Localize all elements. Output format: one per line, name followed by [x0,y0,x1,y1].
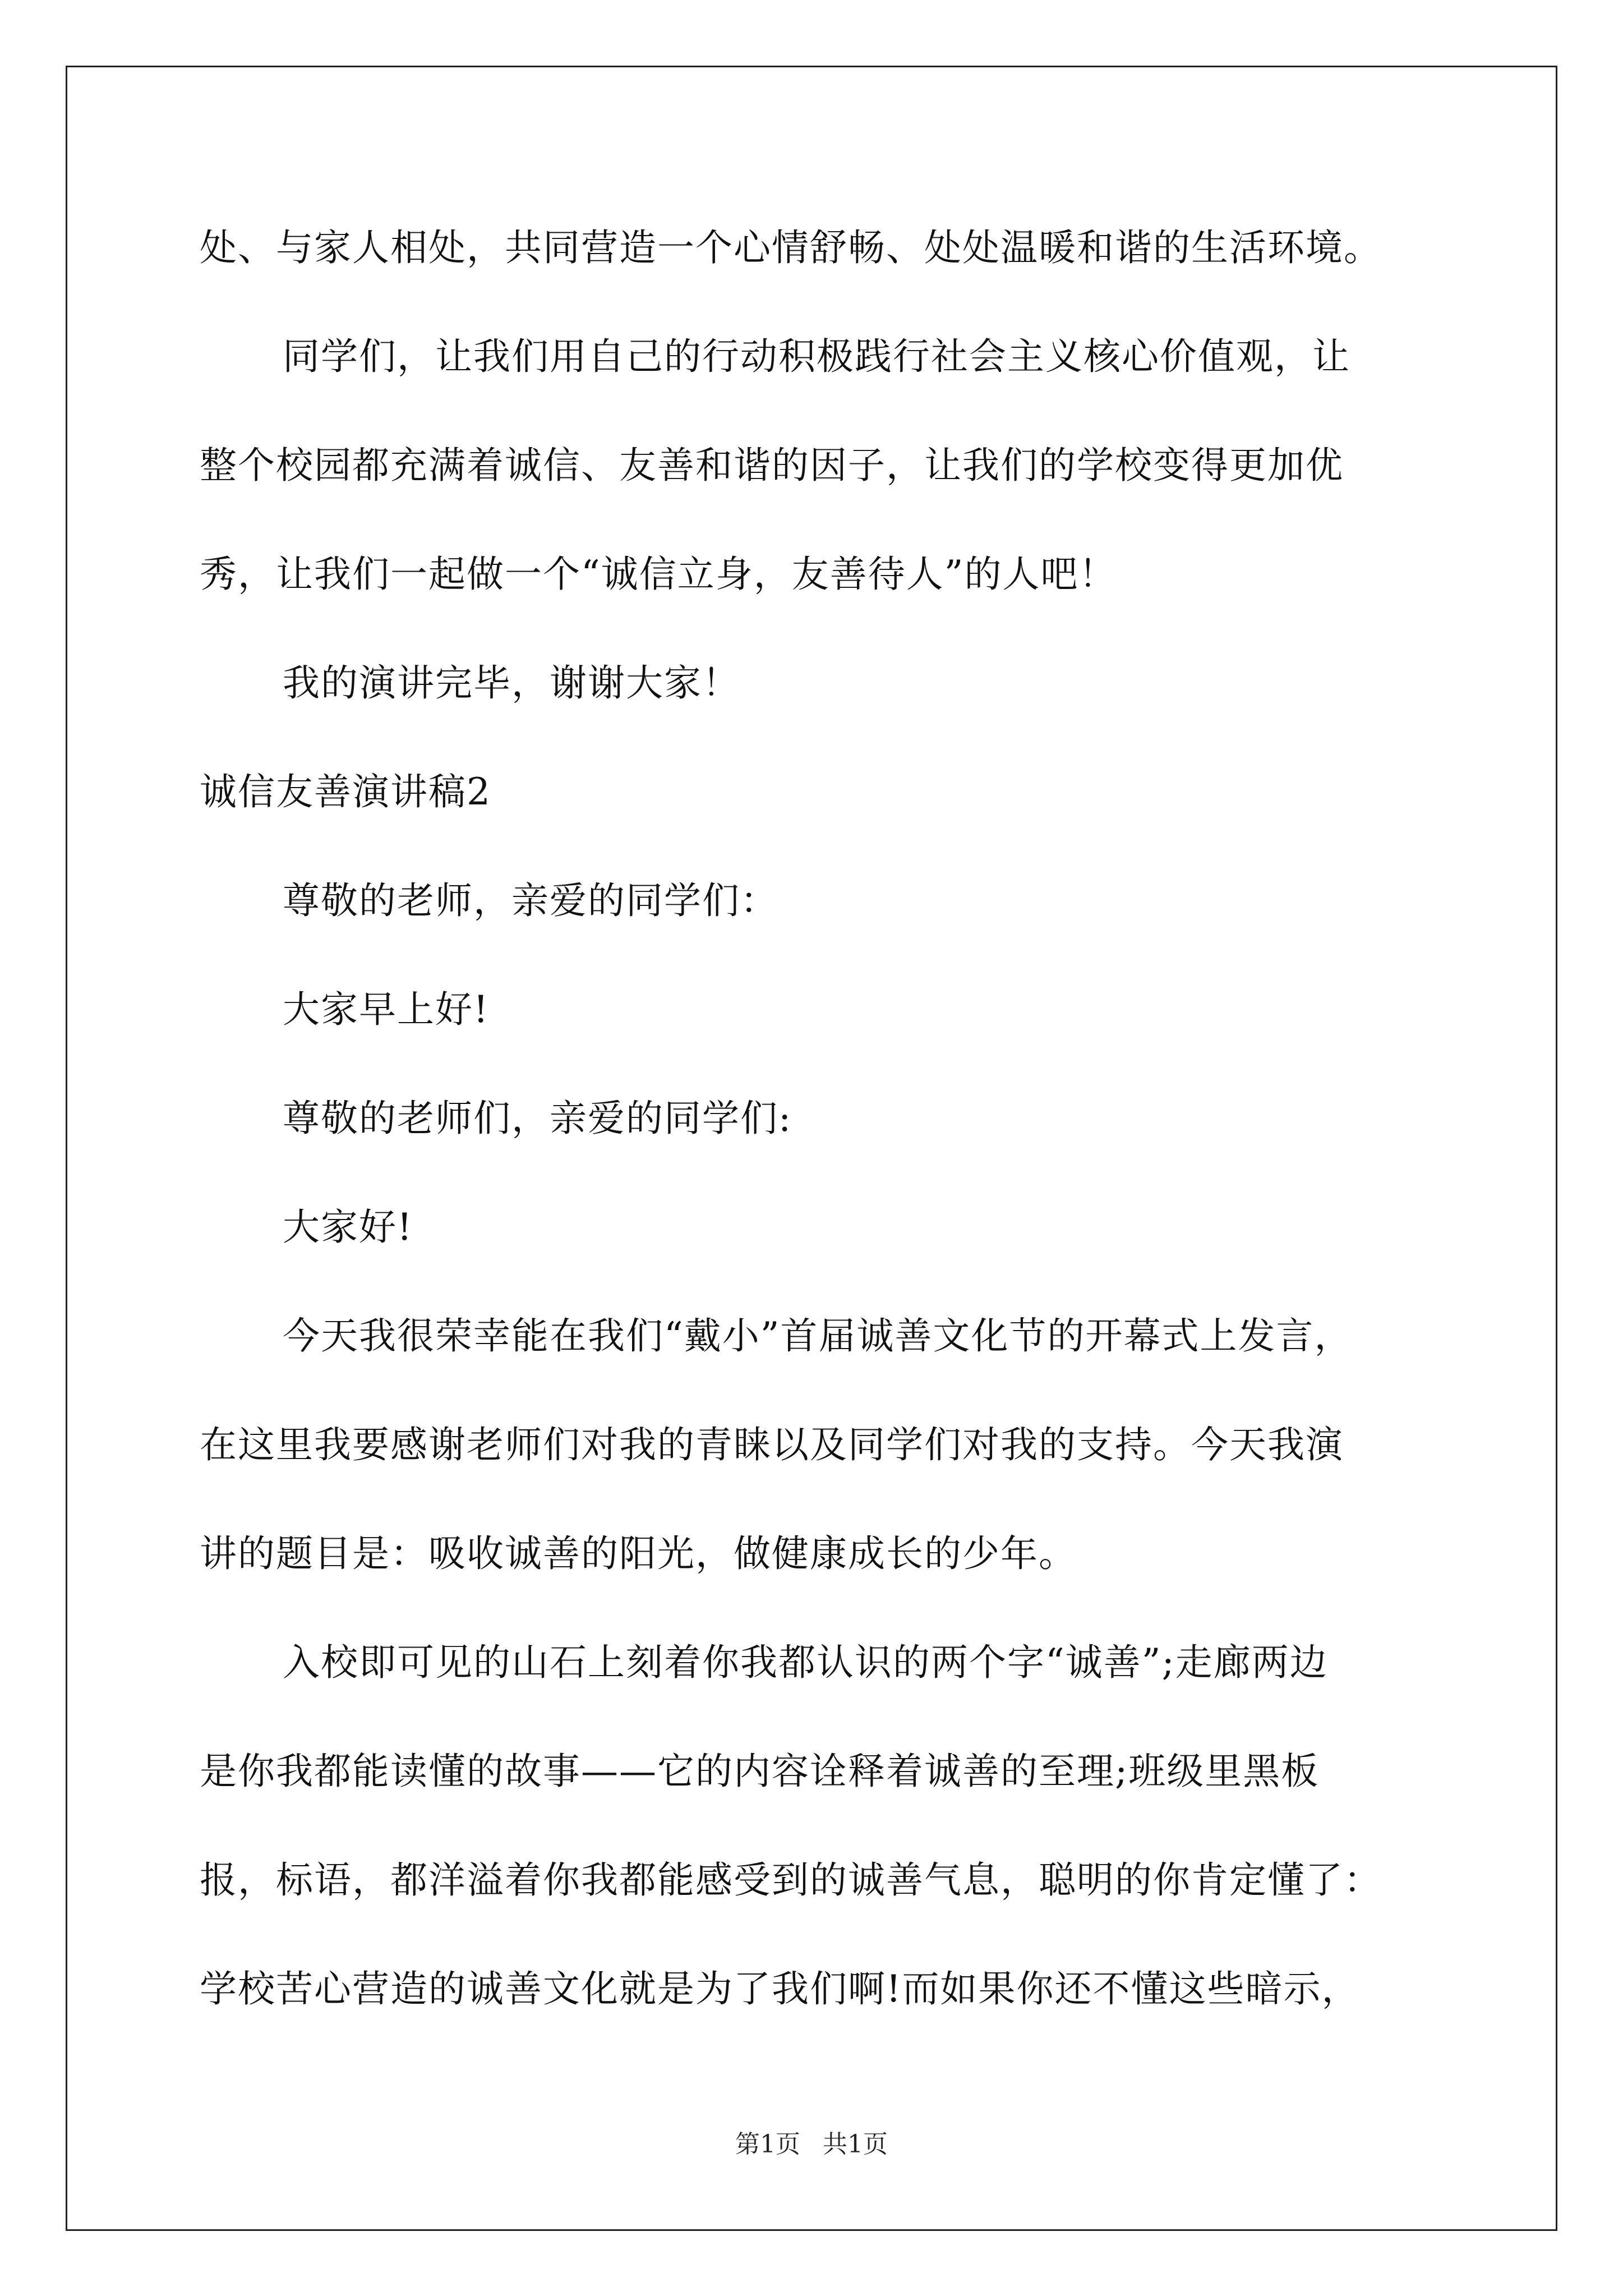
paragraph-line: 我的演讲完毕，谢谢大家！ [283,661,740,705]
paragraph-line: 同学们，让我们用自己的行动积极践行社会主义核心价值观，让 [283,335,1350,378]
section-heading: 诚信友善演讲稿2 [200,770,491,813]
paragraph-line: 处、与家人相处，共同营造一个心情舒畅、处处温暖和谐的生活环境。 [200,226,1382,269]
paragraph-line: 在这里我要感谢老师们对我的青睐以及同学们对我的支持。今天我演 [200,1423,1344,1466]
paragraph-line: 大家早上好! [283,988,490,1031]
paragraph-line: 整个校园都充满着诚信、友善和谐的因子，让我们的学校变得更加优 [200,444,1344,487]
paragraph-line: 尊敬的老师们，亲爱的同学们: [283,1097,792,1140]
page-number: 第1页 [735,2130,800,2159]
page-border [66,66,1557,2231]
paragraph-line: 大家好! [283,1205,413,1249]
paragraph-line: 入校即可见的山石上刻着你我都认识的两个字“诚善”;走廊两边 [283,1641,1328,1684]
paragraph-line: 学校苦心营造的诚善文化就是为了我们啊!而如果你还不懂这些暗示， [200,1967,1360,2010]
paragraph-line: 讲的题目是：吸收诚善的阳光，做健康成长的少年。 [200,1532,1077,1575]
paragraph-line: 尊敬的老师，亲爱的同学们： [283,879,778,922]
paragraph-line: 是你我都能读懂的故事——它的内容诠释着诚善的至理;班级里黑板 [200,1750,1320,1793]
paragraph-line: 今天我很荣幸能在我们“戴小”首届诚善文化节的开幕式上发言， [283,1314,1353,1358]
page-total: 共1页 [823,2130,888,2159]
page-footer [0,2129,1623,2160]
paragraph-line: 秀，让我们一起做一个“诚信立身，友善待人”的人吧！ [200,553,1117,596]
paragraph-line: 报，标语，都洋溢着你我都能感受到的诚善气息，聪明的你肯定懂了： [200,1858,1382,1902]
